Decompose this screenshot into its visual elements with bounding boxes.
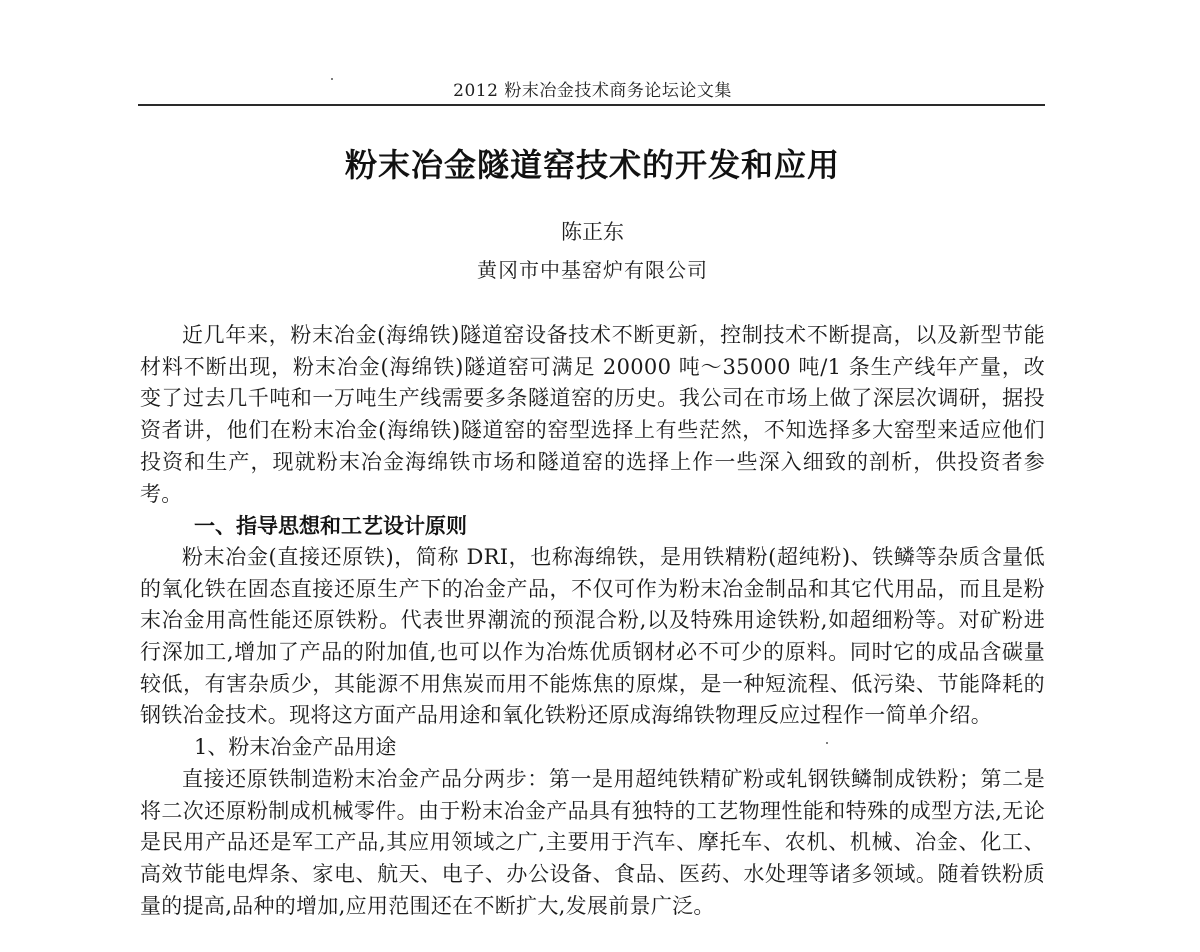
intro-paragraph: 近几年来，粉末冶金(海绵铁)隧道窑设备技术不断更新，控制技术不断提高，以及新型节能材料不断出现，粉末冶金(海绵铁)隧道窑可满足 20000 吨～35000 吨/1 条生产线年产量，改变了过去几千吨和一万吨生产线需要多条隧道窑的历史。我公司在市场上做了深层次调研，据投资者讲，他们在粉末冶金(海绵铁)隧道窑的窑型选择上有些茫然，不知选择多大窑型来适应他们投资和生产，现就粉末冶金海绵铁市场和隧道窑的选择上作一些深入细致的剖析，供投资者参考。 (140, 323, 1045, 506)
header-rule (138, 104, 1045, 106)
body-text (140, 320, 1045, 922)
subsection-heading: 1、粉末冶金产品用途 (194, 735, 397, 760)
author-affiliation: 黄冈市中基窑炉有限公司 (477, 258, 708, 282)
paper-title: 粉末冶金隧道窑技术的开发和应用 (344, 146, 840, 184)
scan-speck (826, 742, 828, 744)
scan-speck (331, 78, 333, 80)
section-paragraph: 粉末冶金(直接还原铁)，简称 DRI，也称海绵铁，是用铁精粉(超纯粉)、铁鳞等杂质含量低的氧化铁在固态直接还原生产下的冶金产品，不仅可作为粉末冶金制品和其它代用品，而且是粉末冶金用高性能还原铁粉。代表世界潮流的预混合粉,以及特殊用途铁粉,如超细粉等。对矿粉进行深加工,增加了产品的附加值,也可以作为冶炼优质钢材必不可少的原料。同时它的成品含碳量较低，有害杂质少，其能源不用焦炭而用不能炼焦的原煤，是一种短流程、低污染、节能降耗的钢铁冶金技术。现将这方面产品用途和氧化铁粉还原成海绵铁物理反应过程作一简单介绍。 (140, 544, 1045, 728)
section-heading: 一、指导思想和工艺设计原则 (194, 513, 467, 539)
running-header: 2012 粉末冶金技术商务论坛论文集 (453, 81, 732, 101)
subsection-paragraph: 直接还原铁制造粉末冶金产品分两步：第一是用超纯铁精矿粉或轧钢铁鳞制成铁粉；第二是将二次还原粉制成机械零件。由于粉末冶金产品具有独特的工艺物理性能和特殊的成型方法,无论是民用产品还是军工产品,其应用领域之广,主要用于汽车、摩托车、农机、机械、冶金、化工、高效节能电焊条、家电、航天、电子、办公设备、食品、医药、水处理等诸多领域。随着铁粉质量的提高,品种的增加,应用范围还在不断扩大,发展前景广泛。 (140, 766, 1045, 918)
author-name: 陈正东 (561, 220, 624, 244)
